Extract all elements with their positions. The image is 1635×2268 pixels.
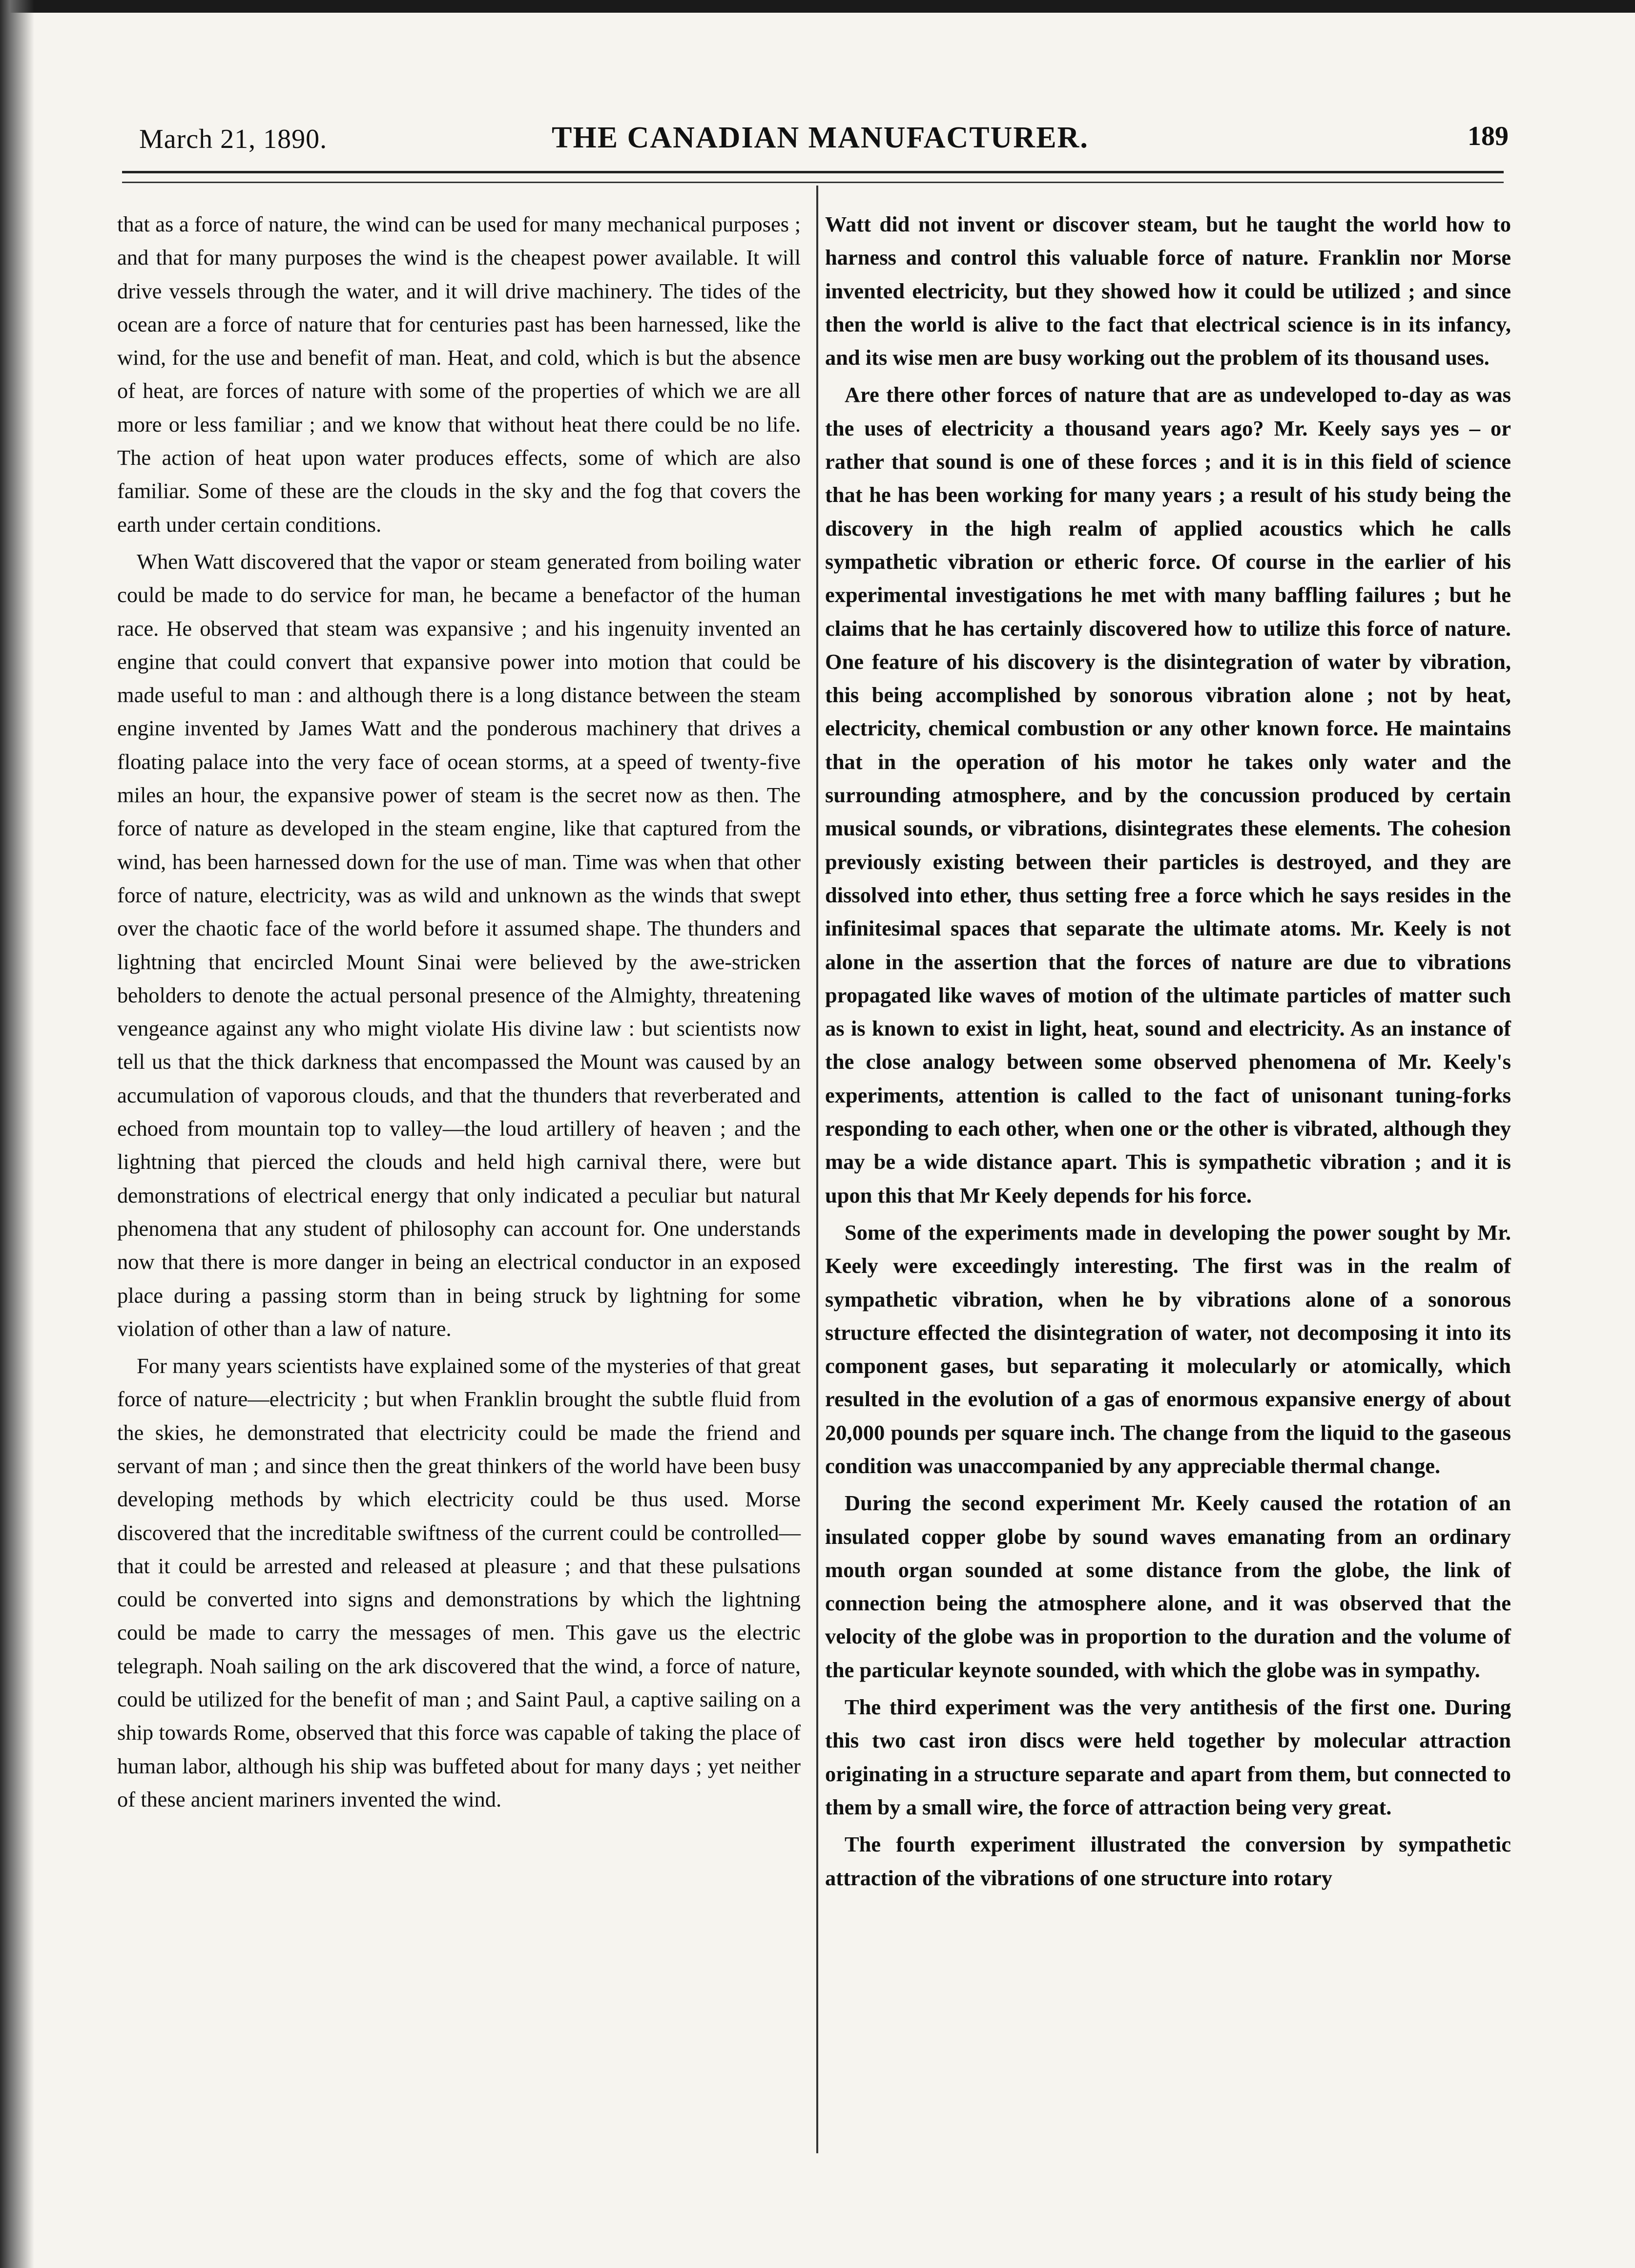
header-rule-thin <box>122 182 1504 183</box>
page-top-edge <box>0 0 1635 13</box>
paragraph: that as a force of nature, the wind can be used for many mechanical purposes ; and that for many purposes the wind is the cheapest power available. It will drive vessels through the water, and it will drive machinery. The tides of the ocean are a force of nature that for centuries past has been harnessed, like the wind, for the use and benefit of man. Heat, and cold, which is but the absence of heat, are forces of nature with some of the properties of which we are all more or less familiar ; and we know that without heat there could be no life. The action of heat upon water produces effects, some of which are also familiar. Some of these are the clouds in the sky and the fog that covers the earth under certain conditions. <box>117 212 801 537</box>
paragraph: The third experiment was the very antithesis of the first one. During this two cast iron discs were held together by molecular attraction originating in a structure separate and apart from them, but connected to them by a small wire, the force of attraction being very great. <box>825 1695 1511 1819</box>
paragraph: For many years scientists have explained some of the mysteries of that great force of nature—electricity ; but when Franklin brought the subtle fluid from the skies, he demonstrated that electricity could be made the friend and servant of man ; and since then the great thinkers of the world have been busy developing methods by which electricity could be thus used. Morse discovered that the increditable swiftness of the current could be controlled—that it could be arrested and released at pleasure ; and that these pulsations could be converted into signs and demonstrations by which the lightning could be made to carry the messages of men. This gave us the electric telegraph. Noah sailing on the ark discovered that the wind, a force of nature, could be utilized for the benefit of man ; and Saint Paul, a captive sailing on a ship towards Rome, observed that this force was capable of taking the place of human labor, although his ship was buffeted about for many days ; yet neither of these ancient mariners invented the wind. <box>117 1353 801 1811</box>
paragraph: Are there other forces of nature that are as undeveloped to-day as was the uses of electricity a thousand years ago? Mr. Keely says yes – or rather that sound is one of these forces ; and it is in this field of science that he has been working for many years ; a result of his study being the discovery in the high realm of applied acoustics which he calls sympathetic vibration or etheric force. Of course in the earlier of his experimental investigations he met with many baffling failures ; but he claims that he has certainly discovered how to utilize this force of nature. One feature of his discovery is the disintegration of water by vibration, this being accomplished by sonorous vibration alone ; not by heat, electricity, chemical combustion or any other known force. He maintains that in the operation of his motor he takes only water and the surrounding atmosphere, and by the concussion produced by certain musical sounds, or vibrations, disintegrates these elements. The cohesion previously existing between their particles is destroyed, and they are dissolved into ether, thus setting free a force which he says resides in the infinitesimal spaces that separate the ultimate atoms. Mr. Keely is not alone in the assertion that the forces of nature are due to vibrations propagated like waves of motion of the ultimate particles of matter such as is known to exist in light, heat, sound and electricity. As an instance of the close analogy between some observed phenomena of Mr. Keely's experiments, attention is called to the fact of unisonant tuning-forks responding to each other, when one or the other is vibrated, although they may be a wide distance apart. This is sympathetic vibration ; and it is upon this that Mr Keely depends for his force. <box>825 382 1511 1207</box>
paragraph: The fourth experiment illustrated the conversion by sympathetic attraction of the vibrations of one structure into rotary <box>825 1832 1511 1890</box>
paragraph: During the second experiment Mr. Keely caused the rotation of an insulated copper globe by sound waves emanating from an ordinary mouth organ sounded at some distance from the globe, the link of connection being the atmosphere alone, and it was observed that the velocity of the globe was in proportion to the duration and the volume of the particular keynote sounded, with which the globe was in sympathy. <box>825 1491 1511 1682</box>
paragraph: Watt did not invent or discover steam, but he taught the world how to harness and control this valuable force of nature. Franklin nor Morse invented electricity, but they showed how it could be utilized ; and since then the world is alive to the fact that electrical science is in its infancy, and its wise men are busy working out the problem of its thousand uses. <box>825 212 1511 370</box>
paragraph: Some of the experiments made in developing the power sought by Mr. Keely were exceedingly interesting. The first was in the realm of sympathetic vibration, when he by vibrations alone of a sonorous structure effected the disintegration of water, not decomposing it into its component gases, but separating it molecularly or atomically, which resulted in the evolution of a gas of enormous expansive energy of about 20,000 pounds per square inch. The change from the liquid to the gaseous condition was unaccompanied by any appreciable thermal change. <box>825 1220 1511 1478</box>
header-date: March 21, 1890. <box>139 124 328 154</box>
page-header <box>122 115 1518 168</box>
page-number: 189 <box>1468 121 1509 151</box>
left-column <box>117 208 801 2161</box>
column-divider <box>816 186 818 2153</box>
publication-title: THE CANADIAN MANUFACTURER. <box>552 121 1089 154</box>
right-column <box>825 208 1511 2161</box>
binding-shadow <box>0 0 34 2268</box>
header-rule <box>122 171 1504 173</box>
paragraph: When Watt discovered that the vapor or steam generated from boiling water could be made to do service for man, he became a benefactor of the human race. He observed that steam was expansive ; and his ingenuity invented an engine that could convert that expansive power into motion that could be made useful to man : and although there is a long distance between the steam engine invented by James Watt and the ponderous machinery that drives a floating palace into the very face of ocean storms, at a speed of twenty-five miles an hour, the expansive power of steam is the secret now as then. The force of nature as developed in the steam engine, like that captured from the wind, has been harnessed down for the use of man. Time was when that other force of nature, electricity, was as wild and unknown as the winds that swept over the chaotic face of the world before it assumed shape. The thunders and lightning that encircled Mount Sinai were believed by the awe-stricken beholders to denote the actual personal presence of the Almighty, threatening vengeance against any who might violate His divine law : but scientists now tell us that the thick darkness that encompassed the Mount was caused by an accumulation of vaporous clouds, and that the thunders that reverberated and echoed from mountain top to valley—the loud artillery of heaven ; and the lightning that pierced the clouds and held high carnival there, were but demonstrations of electrical energy that only indicated a peculiar but natural phenomena that any student of philosophy can account for. One understands now that there is more danger in being an electrical conductor in an exposed place during a passing storm than in being struck by lightning for some violation of other than a law of nature. <box>117 549 801 1341</box>
